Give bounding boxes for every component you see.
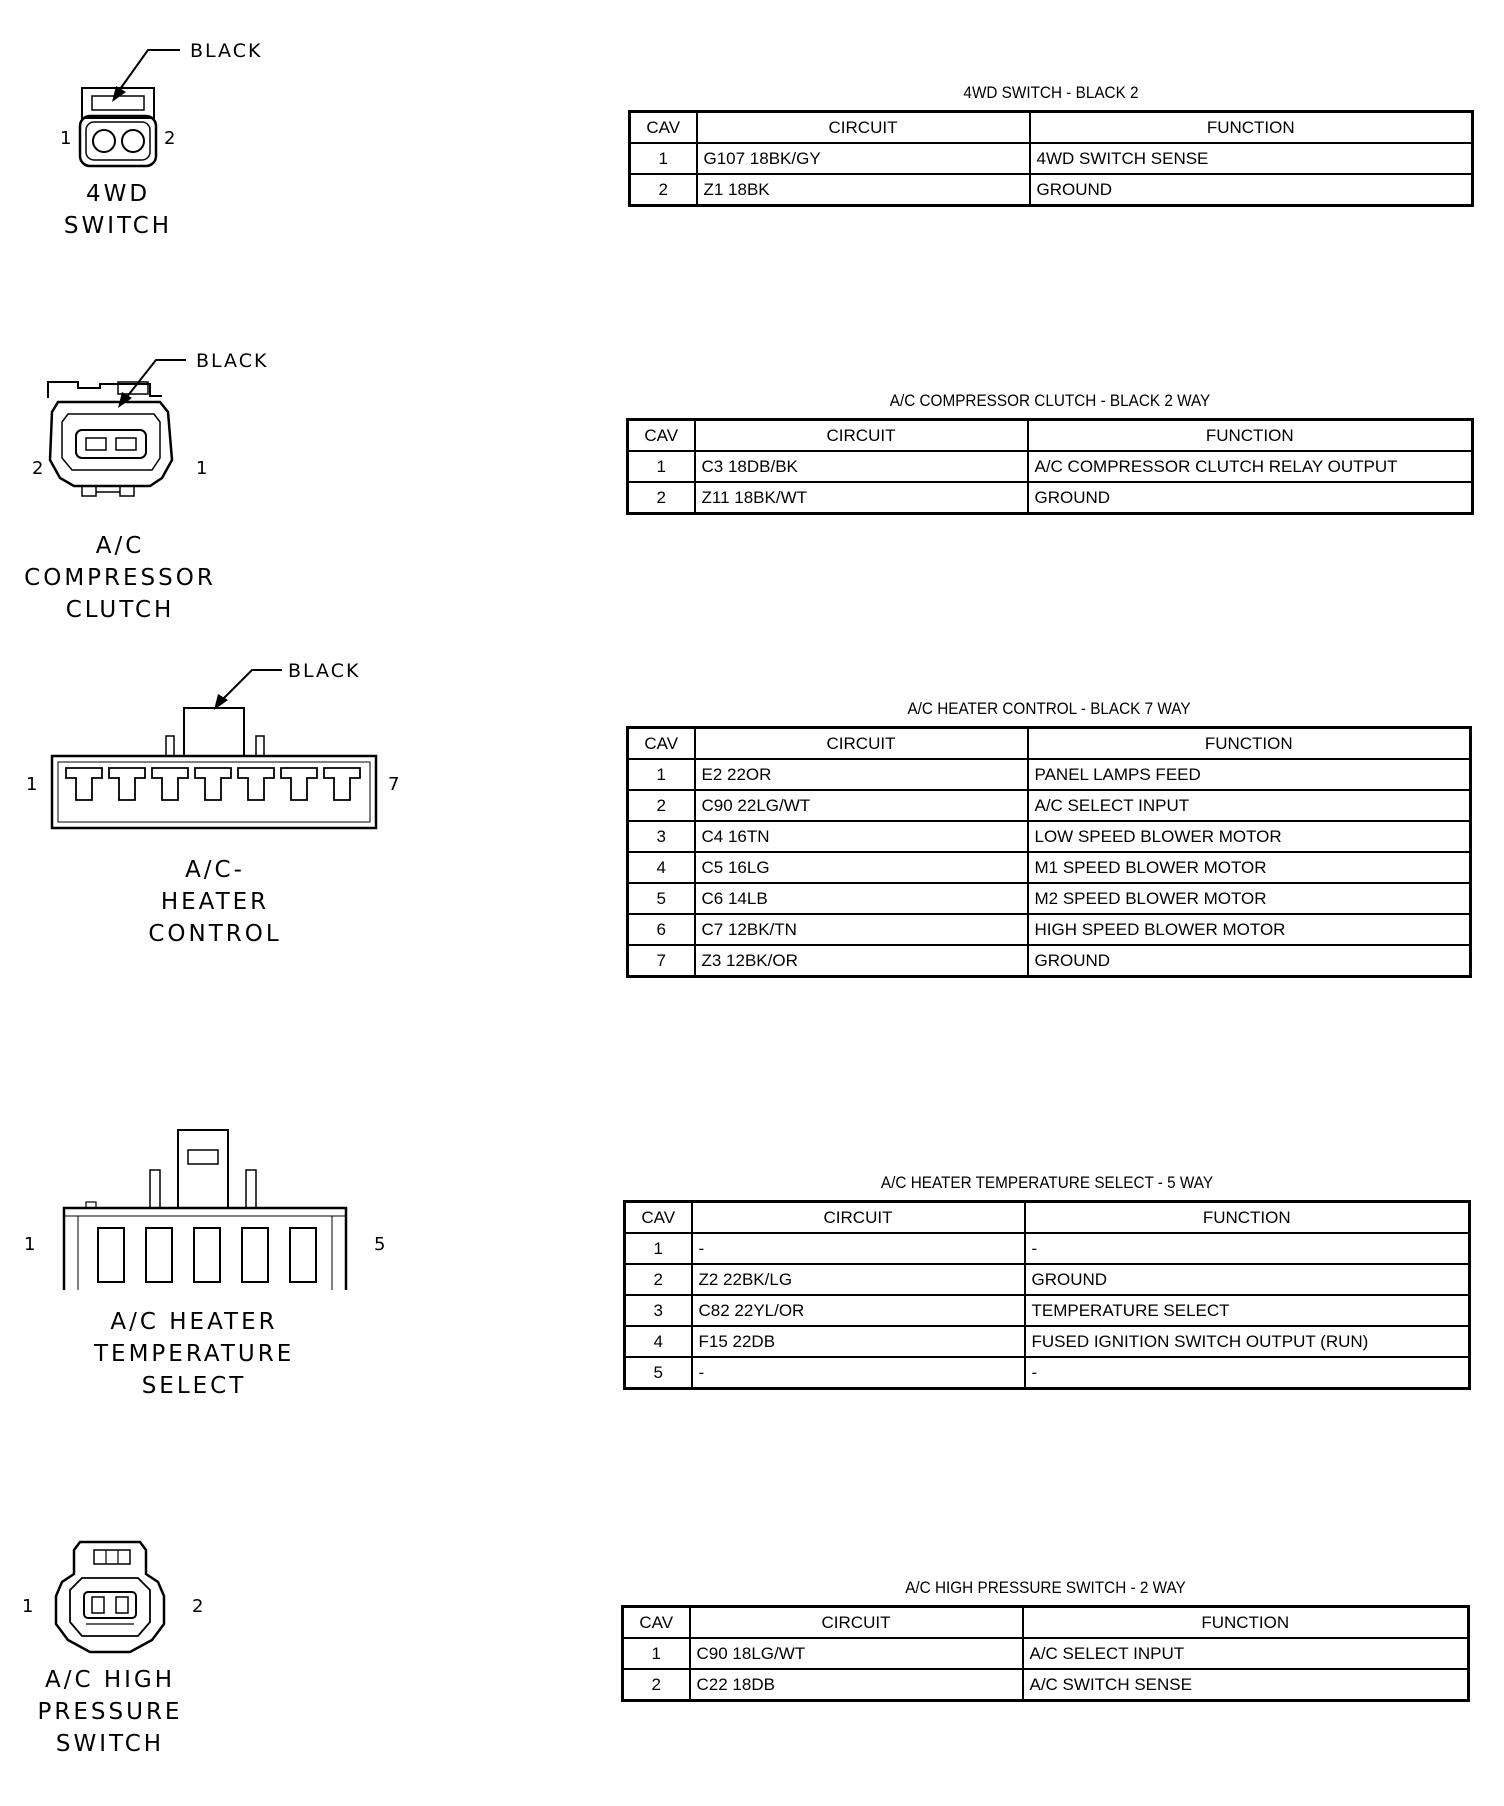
cell-cav: 2 <box>623 1669 690 1701</box>
table-row <box>625 1326 1470 1357</box>
table-row <box>628 883 1471 914</box>
connector-name-line: PRESSURE <box>37 1699 183 1725</box>
cell-function: A/C SELECT INPUT <box>1023 1638 1469 1669</box>
table-ac-heater-temperature-select <box>623 1172 1471 1390</box>
cavity-outline <box>109 768 145 800</box>
pinout-table <box>626 418 1474 515</box>
cell-circuit: C90 22LG/WT <box>695 790 1028 821</box>
color-label: BLACK <box>190 40 263 62</box>
connector-name-line: CLUTCH <box>65 597 175 623</box>
connector-name-line: A/C HEATER <box>110 1309 278 1335</box>
pinout-table <box>621 1605 1470 1702</box>
connector-name-line: TEMPERATURE <box>94 1341 295 1367</box>
pin-label-right: 7 <box>388 774 400 795</box>
table-row <box>628 945 1471 977</box>
4wd-switch-connector-drawing <box>0 30 320 180</box>
table-row <box>628 759 1471 790</box>
cell-circuit: C22 18DB <box>690 1669 1023 1701</box>
cell-circuit: C82 22YL/OR <box>692 1295 1025 1326</box>
cell-function: FUSED IGNITION SWITCH OUTPUT (RUN) <box>1025 1326 1470 1357</box>
cell-circuit: E2 22OR <box>695 759 1028 790</box>
cell-cav: 1 <box>628 451 695 482</box>
cell-cav: 5 <box>628 883 695 914</box>
header-circuit: CIRCUIT <box>697 112 1030 144</box>
header-circuit: CIRCUIT <box>695 728 1028 760</box>
cavity-outline <box>195 768 231 800</box>
table-row <box>623 1638 1469 1669</box>
cell-function: GROUND <box>1025 1264 1470 1295</box>
table-row <box>628 852 1471 883</box>
header-cav: CAV <box>628 728 695 760</box>
table-row <box>628 790 1471 821</box>
pin-label-right: 2 <box>192 1596 204 1617</box>
connector-name-line: 4WD <box>85 181 151 207</box>
header-cav: CAV <box>623 1607 690 1639</box>
cavity-outline <box>242 1228 268 1282</box>
table-row <box>625 1233 1470 1264</box>
cell-circuit: C90 18LG/WT <box>690 1638 1023 1669</box>
cell-function: A/C SWITCH SENSE <box>1023 1669 1469 1701</box>
cavity-outline <box>281 768 317 800</box>
cell-circuit: Z3 12BK/OR <box>695 945 1028 977</box>
cell-function: PANEL LAMPS FEED <box>1028 759 1471 790</box>
header-function: FUNCTION <box>1028 420 1473 452</box>
cell-function: GROUND <box>1030 174 1473 206</box>
cavity-outline <box>152 768 188 800</box>
cell-cav: 1 <box>625 1233 692 1264</box>
cell-circuit: Z2 22BK/LG <box>692 1264 1025 1295</box>
connector-name-line: A/C <box>95 533 145 559</box>
table-ac-high-pressure-switch <box>621 1577 1470 1702</box>
connector-ac-high-pressure-switch <box>0 1530 320 1800</box>
table-title: A/C COMPRESSOR CLUTCH - BLACK 2 WAY <box>889 391 1211 410</box>
cell-cav: 7 <box>628 945 695 977</box>
connector-4wd-switch <box>0 30 320 250</box>
connector-name-line: COMPRESSOR <box>24 565 216 591</box>
connector-name <box>130 854 300 950</box>
cavity-outline <box>290 1228 316 1282</box>
connector-name-line: HEATER <box>160 889 270 915</box>
cell-cav: 1 <box>623 1638 690 1669</box>
table-header-row <box>628 728 1471 760</box>
cell-circuit: G107 18BK/GY <box>697 143 1030 174</box>
connector-name <box>30 1664 190 1760</box>
cell-function: - <box>1025 1357 1470 1389</box>
connector-ac-heater-control <box>0 650 420 950</box>
table-row <box>628 821 1471 852</box>
pin-label-left: 1 <box>26 774 38 795</box>
cell-function: A/C SELECT INPUT <box>1028 790 1471 821</box>
cell-cav: 2 <box>628 790 695 821</box>
table-4wd-switch <box>628 82 1474 207</box>
cell-circuit: C7 12BK/TN <box>695 914 1028 945</box>
cell-function: A/C COMPRESSOR CLUTCH RELAY OUTPUT <box>1028 451 1473 482</box>
cell-circuit: - <box>692 1233 1025 1264</box>
ac-heater-temperature-select-connector-drawing <box>0 1110 420 1290</box>
table-title: A/C HEATER CONTROL - BLACK 7 WAY <box>907 699 1191 718</box>
pin-label-right: 2 <box>164 128 176 149</box>
cavity-outline <box>146 1228 172 1282</box>
pin-label-left: 2 <box>32 458 44 479</box>
cell-cav: 2 <box>625 1264 692 1295</box>
pin-label-left: 1 <box>22 1596 34 1617</box>
cell-function: M2 SPEED BLOWER MOTOR <box>1028 883 1471 914</box>
table-title: 4WD SWITCH - BLACK 2 <box>963 83 1139 102</box>
color-label: BLACK <box>196 350 269 372</box>
connector-name <box>94 1306 294 1402</box>
connector-name <box>20 530 220 626</box>
table-header-row <box>630 112 1473 144</box>
cell-circuit: C6 14LB <box>695 883 1028 914</box>
table-ac-compressor-clutch <box>626 390 1474 515</box>
cell-circuit: C4 16TN <box>695 821 1028 852</box>
cell-cav: 2 <box>628 482 695 514</box>
cell-function: GROUND <box>1028 482 1473 514</box>
connector-ac-heater-temperature-select <box>0 1110 420 1410</box>
ac-compressor-clutch-connector-drawing <box>0 340 320 520</box>
table-row <box>625 1295 1470 1326</box>
connector-ac-compressor-clutch <box>0 340 320 640</box>
pinout-table <box>623 1200 1471 1390</box>
cell-cav: 6 <box>628 914 695 945</box>
cavity-outline <box>98 1228 124 1282</box>
connector-name <box>48 178 188 242</box>
table-header-row <box>625 1202 1470 1234</box>
cell-function: HIGH SPEED BLOWER MOTOR <box>1028 914 1471 945</box>
cell-circuit: Z1 18BK <box>697 174 1030 206</box>
table-row <box>628 451 1473 482</box>
cell-cav: 4 <box>628 852 695 883</box>
connector-name-line: CONTROL <box>148 921 282 947</box>
cell-circuit: - <box>692 1357 1025 1389</box>
connector-name-line: A/C- <box>185 857 245 883</box>
cell-function: GROUND <box>1028 945 1471 977</box>
cell-cav: 3 <box>625 1295 692 1326</box>
pin-label-right: 1 <box>196 458 208 479</box>
cell-circuit: C5 16LG <box>695 852 1028 883</box>
cell-function: TEMPERATURE SELECT <box>1025 1295 1470 1326</box>
cavity-outline <box>324 768 360 800</box>
header-function: FUNCTION <box>1023 1607 1469 1639</box>
table-row <box>628 482 1473 514</box>
cavity-outline <box>66 768 102 800</box>
cell-function: 4WD SWITCH SENSE <box>1030 143 1473 174</box>
color-label: BLACK <box>288 660 361 682</box>
cell-circuit: C3 18DB/BK <box>695 451 1028 482</box>
connector-name-line: SWITCH <box>63 213 173 239</box>
cell-function: LOW SPEED BLOWER MOTOR <box>1028 821 1471 852</box>
cavity-outline <box>194 1228 220 1282</box>
table-row <box>623 1669 1469 1701</box>
header-cav: CAV <box>628 420 695 452</box>
connector-name-line: SWITCH <box>55 1731 165 1757</box>
pin-label-left: 1 <box>60 128 72 149</box>
header-function: FUNCTION <box>1025 1202 1470 1234</box>
cell-cav: 5 <box>625 1357 692 1389</box>
table-row <box>625 1264 1470 1295</box>
pinout-table <box>626 726 1472 978</box>
cell-function: - <box>1025 1233 1470 1264</box>
pin-label-left: 1 <box>24 1234 36 1255</box>
pinout-table <box>628 110 1474 207</box>
cell-cav: 3 <box>628 821 695 852</box>
cell-cav: 1 <box>628 759 695 790</box>
table-row <box>630 174 1473 206</box>
header-circuit: CIRCUIT <box>690 1607 1023 1639</box>
connector-name-line: A/C HIGH <box>44 1667 176 1693</box>
header-circuit: CIRCUIT <box>692 1202 1025 1234</box>
header-function: FUNCTION <box>1028 728 1471 760</box>
table-header-row <box>628 420 1473 452</box>
cell-circuit: F15 22DB <box>692 1326 1025 1357</box>
cell-cav: 4 <box>625 1326 692 1357</box>
table-ac-heater-control <box>626 698 1472 978</box>
cell-cav: 1 <box>630 143 697 174</box>
pin-label-right: 5 <box>374 1234 386 1255</box>
header-function: FUNCTION <box>1030 112 1473 144</box>
cavity-outline <box>238 768 274 800</box>
table-title: A/C HIGH PRESSURE SWITCH - 2 WAY <box>905 1578 1186 1597</box>
header-cav: CAV <box>630 112 697 144</box>
cell-circuit: Z11 18BK/WT <box>695 482 1028 514</box>
header-circuit: CIRCUIT <box>695 420 1028 452</box>
table-title: A/C HEATER TEMPERATURE SELECT - 5 WAY <box>880 1173 1214 1192</box>
header-cav: CAV <box>625 1202 692 1234</box>
table-header-row <box>623 1607 1469 1639</box>
table-row <box>630 143 1473 174</box>
table-row <box>628 914 1471 945</box>
table-row <box>625 1357 1470 1389</box>
cell-function: M1 SPEED BLOWER MOTOR <box>1028 852 1471 883</box>
cell-cav: 2 <box>630 174 697 206</box>
connector-name-line: SELECT <box>141 1373 247 1399</box>
